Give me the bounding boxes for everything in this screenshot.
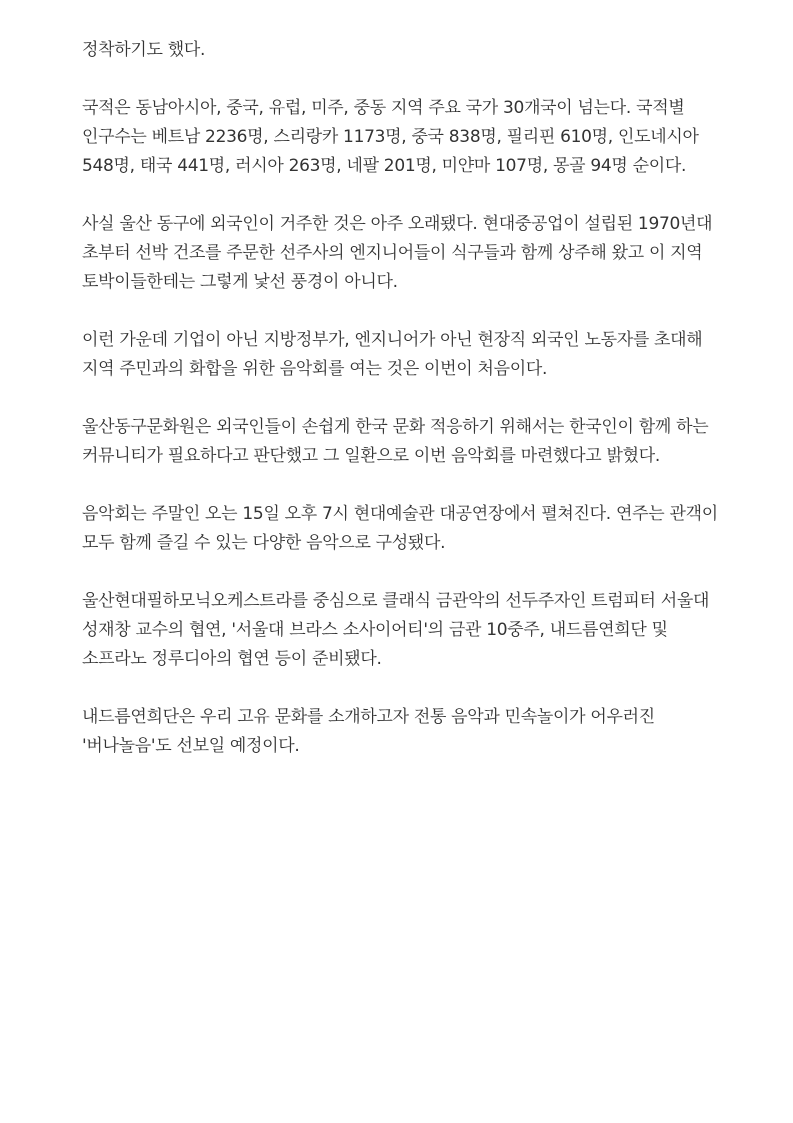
paragraph-3: 사실 울산 동구에 외국인이 거주한 것은 아주 오래됐다. 현대중공업이 설립된 1970년대 초부터 선박 건조를 주문한 선주사의 엔지니어들이 식구들과 함께 상주해 왔고 이 지역 토박이들한테는 그렇게 낯선 풍경이 아니다. — [82, 214, 713, 292]
paragraph-5: 울산동구문화원은 외국인들이 손쉽게 한국 문화 적응하기 위해서는 한국인이 함께 하는 커뮤니티가 필요하다고 판단했고 그 일환으로 이번 음악회를 마련했다고 밝혔다. — [82, 417, 709, 466]
article-body — [82, 36, 722, 790]
paragraph-2: 국적은 동남아시아, 중국, 유럽, 미주, 중동 지역 주요 국가 30개국이 넘는다. 국적별 인구수는 베트남 2236명, 스리랑카 1173명, 중국 838명, 필리핀 610명, 인도네시아 548명, 태국 441명, 러시아 263명, 네팔 201명, 미얀마 107명, 몽골 94명 순이다. — [82, 98, 699, 176]
paragraph-1: 정착하기도 했다. — [82, 40, 206, 60]
paragraph-8: 내드름연희단은 우리 고유 문화를 소개하고자 전통 음악과 민속놀이가 어우러진 '버나놀음'도 선보일 예정이다. — [82, 707, 655, 756]
paragraph-7: 울산현대필하모닉오케스트라를 중심으로 클래식 금관악의 선두주자인 트럼피터 서울대 성재창 교수의 협연, '서울대 브라스 소사이어티'의 금관 10중주, 내드름연희단 및 소프라노 정루디아의 협연 등이 준비됐다. — [82, 591, 710, 669]
paragraph-4: 이런 가운데 기업이 아닌 지방정부가, 엔지니어가 아닌 현장직 외국인 노동자를 초대해 지역 주민과의 화합을 위한 음악회를 여는 것은 이번이 처음이다. — [82, 330, 703, 379]
paragraph-6: 음악회는 주말인 오는 15일 오후 7시 현대예술관 대공연장에서 펼쳐진다. 연주는 관객이 모두 함께 즐길 수 있는 다양한 음악으로 구성됐다. — [82, 504, 718, 553]
